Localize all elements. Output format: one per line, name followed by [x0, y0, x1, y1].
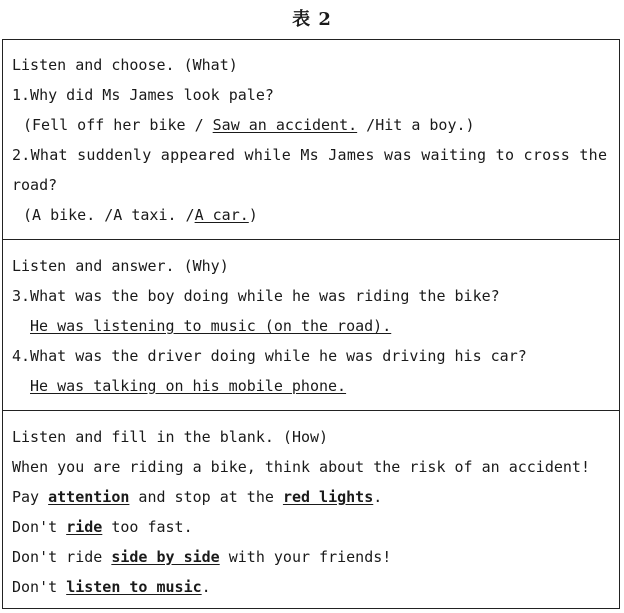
- q2-answer: A car.: [194, 206, 249, 224]
- rule-2: [12, 517, 193, 537]
- question-1: 1.Why did Ms James look pale?: [12, 86, 274, 104]
- rule-intro: When you are riding a bike, think about the risk of an accident!: [12, 458, 590, 476]
- section-why: [3, 240, 619, 411]
- question-3: 3.What was the boy doing while he was riding the bike?: [12, 287, 500, 305]
- rule-1-pre: Pay: [12, 488, 49, 506]
- q1-answer: Saw an accident.: [212, 116, 358, 134]
- answer-3: He was listening to music (on the road).: [30, 317, 392, 335]
- q2-option-pre: (A bike. /A taxi. /: [23, 206, 195, 224]
- rule-2-blank: ride: [66, 518, 103, 536]
- rule-1-post: .: [373, 488, 383, 506]
- q2-option-post: ): [248, 206, 258, 224]
- rule-1-blank-1: attention: [48, 488, 130, 506]
- section-how-heading: Listen and fill in the blank. (How): [12, 428, 329, 446]
- question-2-line-1: 2.What suddenly appeared while Ms James was waiting to cross the: [12, 146, 608, 164]
- rule-2-post: too fast.: [102, 518, 193, 536]
- section-how: [3, 411, 619, 608]
- question-2-options: [23, 205, 258, 225]
- rule-3-blank: side by side: [111, 548, 220, 566]
- section-what-heading: Listen and choose. (What): [12, 56, 238, 74]
- rule-4-pre: Don't: [12, 578, 67, 596]
- answer-4: He was talking on his mobile phone.: [30, 377, 347, 395]
- rule-4: [12, 577, 211, 597]
- q1-option-pre: (Fell off her bike /: [23, 116, 213, 134]
- worksheet-table: [2, 39, 620, 609]
- question-4: 4.What was the driver doing while he was driving his car?: [12, 347, 527, 365]
- rule-4-post: .: [201, 578, 211, 596]
- question-1-options: [23, 115, 475, 135]
- section-why-heading: Listen and answer. (Why): [12, 257, 229, 275]
- rule-3-post: with your friends!: [219, 548, 392, 566]
- rule-3-pre: Don't ride: [12, 548, 112, 566]
- rule-1: [12, 487, 382, 507]
- rule-3: [12, 547, 391, 567]
- question-2-line-2: road?: [12, 176, 58, 194]
- rule-2-pre: Don't: [12, 518, 67, 536]
- section-what: [3, 40, 619, 240]
- rule-1-blank-2: red lights: [282, 488, 374, 506]
- q1-option-post: /Hit a boy.): [357, 116, 475, 134]
- rule-1-mid: and stop at the: [129, 488, 283, 506]
- table-caption: 表 2: [292, 9, 332, 30]
- rule-4-blank: listen to music: [66, 578, 202, 596]
